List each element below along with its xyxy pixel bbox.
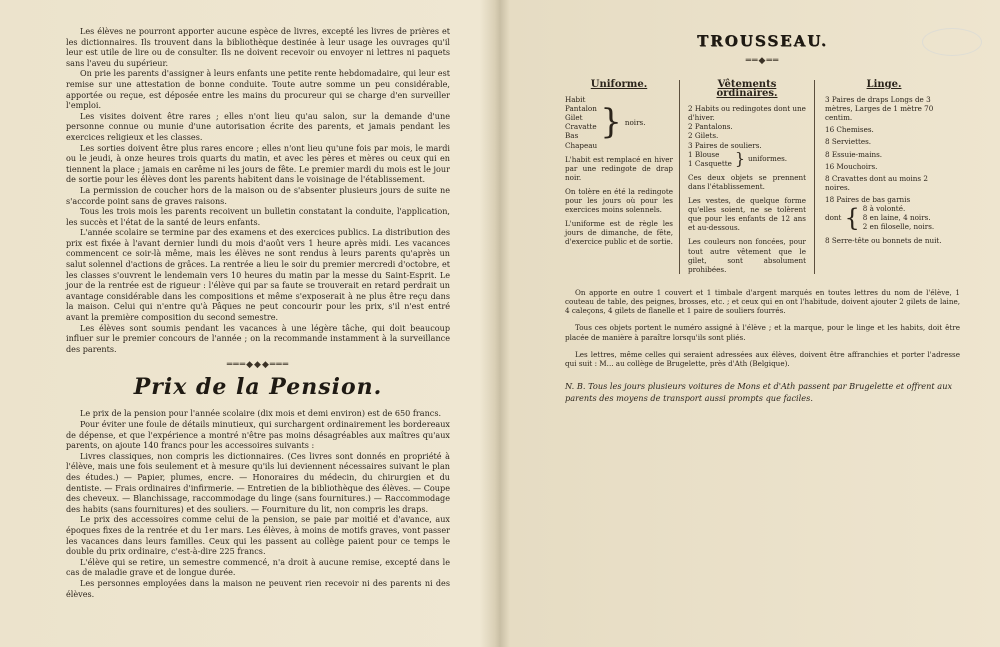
paragraph: Le prix de la pension pour l'année scolaire (dix mois et demi environ) est de 650 francs. [80, 408, 442, 419]
dont-group [825, 204, 943, 231]
paragraph: On prie les parents d'assigner à leurs enfants une petite rente hebdomadaire, qui leur est remise sur une attestation de bonne conduite. Toute autre somme un peu considérable, apportée ou reçue, est déposée entre les mains du procureur qui se charge d'en surveiller l'emploi. [66, 68, 450, 111]
nota-bene: N. B. Tous les jours plusieurs voitures de Mons et d'Ath passent par Brugelette et offrent aux parents des moyens de transport aussi prompts que faciles. [565, 381, 953, 404]
list-item: 8 à volonté. [862, 204, 906, 214]
paragraph: Pour éviter une foule de détails minutieux, qui surchargent ordinairement les bordereaux de dépense, et que l'expérience a montré n'être pas moins désagréables aux maîtres qu'aux parents, on ajoute 140 francs pour les accessoires suivants : [66, 419, 450, 451]
paragraph: Les élèves ne pourront apporter aucune espèce de livres, excepté les livres de prières et les dictionnaires. Ils trouvent dans la bibliothèque destinée à leur usage les ouvrages qu'il leur est utile de lire ou de consulter. Ils ne doivent recevoir ou envoyer ni lettres ni paquets sans l'aveu du supérieur. [66, 26, 450, 68]
dont-label: dont [825, 213, 842, 223]
trousseau-title: TROUSSEAU. [696, 32, 829, 50]
brace-label: uniformes. [748, 154, 788, 164]
list-item: Habit [565, 95, 586, 105]
ornament-divider: ══◆══ [745, 56, 780, 66]
list-item: 3 Paires de draps Longs de 3 mètres, Larges de 1 mètre 70 centim. [825, 95, 934, 123]
paragraph: L'année scolaire se termine par des examens et des exercices publics. La distribution des prix est fixée à l'avant dernier lundi du mois d'août vers 1 heure après midi. Les vacances commencent ce soir-là même, mais les élèves ne sont rendus à leurs parents qu'après un salut solennel d'actions de grâces. La rentrée a lieu le soir du premier mercredi d'octobre, et les classes s'ouvrent le lendemain vers 10 heures du matin par la messe du Saint-Esprit. Le jour de la rentrée est de rigueur : l'élève qui par sa faute se trouverait en retard perdrait un avantage considérable dans les compositions et même s'exposerait à ne plus être reçu dans la maison. Celui qui n'entre qu'à Pâques ne peut concourir pour les prix, s'il n'est entré avant la première composition du second semestre. [66, 227, 450, 323]
paragraph: Les visites doivent être rares ; elles n'ont lieu qu'au salon, sur la demande d'une personne connue ou munie d'une autorisation écrite des parents, et jamais pendant les exercices religieux et les classes. [66, 110, 450, 142]
left-page [0, 0, 490, 647]
list-item: 2 Habits ou redingotes dont une d'hiver. [688, 104, 806, 123]
list-item: 3 Paires de souliers. [688, 140, 762, 150]
paragraph: La permission de coucher hors de la maison ou de s'absenter plusieurs jours de suite ne s'accorde point sans de graves raisons. [66, 184, 450, 206]
paragraph: Tous ces objets portent le numéro assigné à l'élève ; et la marque, pour le linge et les habits, doit être placée de manière à paraître lorsqu'ils sont pliés. [565, 323, 960, 342]
list-item: 2 Pantalons. [688, 122, 733, 132]
uniformes-group [688, 150, 806, 168]
uniforme-list [565, 95, 673, 150]
list-item: 2 en filoselle, noirs. [862, 222, 935, 232]
list-item: 8 Serviettes. [825, 137, 872, 147]
paragraph: Le prix des accessoires comme celui de la pension, se paie par moitié et d'avance, aux époques fixes de la rentrée et du 1er mars. Les élèves, à moins de motifs graves, vont passer les vacances dans leurs familles. Ceux qui les passent au collège paient pour ce temps le double du prix ordinaire, c'est-à-dire 225 francs. [66, 514, 450, 557]
brace-icon: { [844, 203, 860, 232]
pension-text [66, 408, 450, 599]
column-note: L'uniforme est de règle les jours de dimanche, de fête, d'exercice public et de sortie. [565, 219, 673, 247]
list-item: Bas [565, 131, 579, 141]
list-item: Pantalon [565, 104, 597, 114]
list-item: 16 Chemises. [825, 125, 874, 135]
paragraph: On apporte en outre 1 couvert et 1 timbale d'argent marqués en toutes lettres du nom de l'élève, 1 couteau de table, des peignes, brosses, etc. ; et ceux qui en ont l'habitude, doivent ajouter 2 gilets de laine, 4 caleçons, 4 gilets de flanelle et 1 paire de souliers fourrés. [565, 287, 960, 316]
brace-icon: } [600, 102, 622, 143]
column-note: Les vestes, de quelque forme qu'elles soient, ne se tolèrent que pour les enfants de 12 ans et au-dessous. [688, 196, 806, 233]
list-item: 8 Essuie-mains. [825, 149, 883, 159]
column-heading: Uniforme. [590, 79, 648, 90]
column-heading: Vêtements ordinaires. [716, 79, 778, 100]
paragraph: L'élève qui se retire, un semestre commencé, n'a droit à aucune remise, excepté dans le cas de maladie grave et de longue durée. [66, 556, 450, 578]
paragraph: Les lettres, même celles qui seraient adressées aux élèves, doivent être affranchies et porter l'adresse qui suit : M... au collège de Brugelette, près d'Ath (Belgique). [565, 349, 960, 368]
list-item: Cravatte [565, 122, 597, 132]
list-item: Gilet [565, 113, 583, 123]
linge-column [815, 80, 943, 274]
column-note: Les couleurs non foncées, pour tout autre vêtement que le gilet, sont absolument prohibées. [688, 237, 806, 274]
paragraph: Les élèves sont soumis pendant les vacances à une légère tâche, qui doit beaucoup influer sur le premier concours de l'année ; on la recommande instamment à la surveillance des parents. [66, 322, 450, 354]
list-item: 8 Cravattes dont au moins 2 noires. [825, 173, 928, 192]
paragraph: Les personnes employées dans la maison ne peuvent rien recevoir ni des parents ni des élèves. [66, 577, 450, 599]
paragraph: Tous les trois mois les parents recoivent un bulletin constatant la conduite, l'application, les succès et l'état de la santé de leurs enfants. [66, 206, 450, 227]
section-title: Prix de la Pension. [133, 374, 383, 401]
brace-label: noirs. [624, 117, 646, 127]
uniforme-column [565, 80, 679, 274]
library-stamp [922, 28, 982, 56]
column-note: L'habit est remplacé en hiver par une redingote de drap noir. [565, 154, 673, 182]
column-note: On tolère en été la redingote pour les jours où pour les exercices moins solennels. [565, 186, 673, 215]
list-item: 8 en laine, 4 noirs. [862, 213, 931, 223]
ornament-divider: ═══◆◆◆═══ [226, 360, 290, 371]
paragraph: Les sorties doivent être plus rares encore ; elles n'ont lieu qu'une fois par mois, le mardi ou le jeudi, à onze heures trois quarts du matin, et avec les pères et mères ou ceux qui en tiennent la place ; jamais en carême ni les jours de fête. Le premier mardi du mois est le jour de sortie pour les élèves dont les parents habitent dans le voisinage de l'établissement. [66, 142, 450, 185]
column-note: Ces deux objets se prennent dans l'établissement. [688, 172, 806, 191]
list-item: Chapeau [565, 140, 598, 150]
trousseau-columns [565, 80, 960, 274]
list-item: 16 Mouchoirs. [825, 161, 878, 171]
rules-text [66, 26, 450, 354]
list-item: 2 Gilets. [688, 131, 719, 141]
vetements-column [679, 80, 815, 274]
right-page [510, 0, 1000, 647]
list-item: 18 Paires de bas garnis [825, 194, 911, 204]
column-heading: Linge. [866, 79, 902, 90]
list-item: 1 Blouse [688, 149, 720, 159]
list-item: 1 Casquette [688, 158, 732, 168]
brace-icon: } [734, 148, 746, 168]
list-item: 8 Serre-tête ou bonnets de nuit. [825, 236, 942, 246]
paragraph: Livres classiques, non compris les dictionnaires. (Ces livres sont donnés en propriété à l'élève, mais une fois seulement et à mesure qu'ils lui deviennent nécessaires suivant le plan des études.) — Papier, plumes, encre. — Honoraires du médecin, du chirurgien et du dentiste. — Frais ordinaires d'infirmerie. — Entretien de la bibliothèque des élèves. — Coupe des cheveux. — Blanchissage, raccommodage du linge (sans fournitures.) — Raccommodage des habits (sans fournitures) et des souliers. — Fourniture du lit, non compris les draps. [66, 450, 450, 514]
